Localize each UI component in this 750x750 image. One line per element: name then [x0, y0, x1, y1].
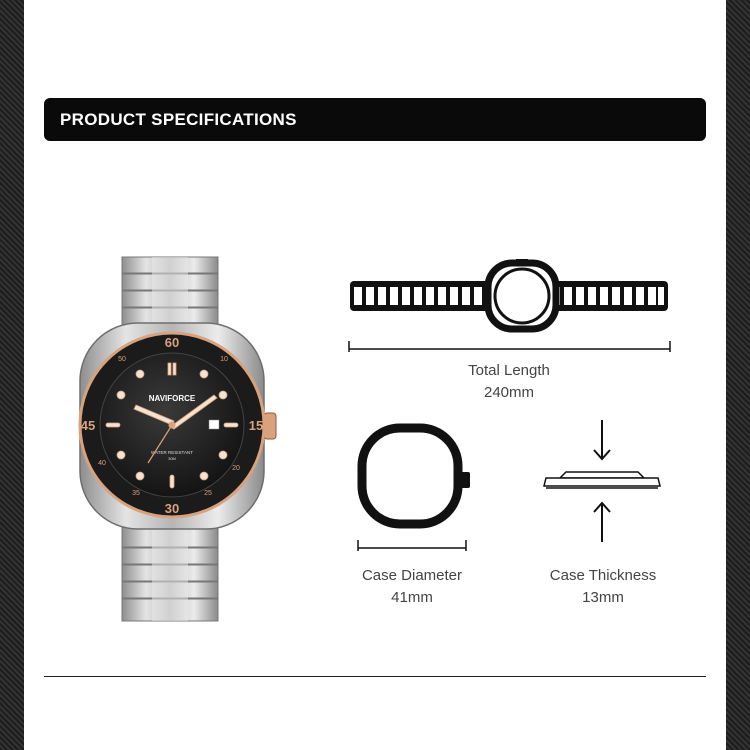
bezel-marker-45: 45	[80, 418, 96, 433]
bezel-marker-30: 30	[164, 501, 180, 516]
dial-water-resistant: WATER RESISTANT	[151, 450, 193, 455]
case-profile-shape	[544, 472, 660, 488]
bottom-divider	[44, 676, 706, 677]
header-title: PRODUCT SPECIFICATIONS	[60, 110, 297, 129]
right-frame-border	[726, 0, 750, 750]
total-length-value: 240mm	[483, 384, 535, 401]
left-frame-border	[0, 0, 24, 750]
top-bracelet	[122, 257, 218, 328]
watch-product-image	[74, 255, 284, 625]
bezel-marker-60: 60	[164, 335, 180, 350]
arrow-down-icon	[594, 420, 610, 459]
dial-depth: 30M	[168, 456, 176, 461]
total-length-label: Total Length	[468, 362, 550, 379]
strap-length-diagram	[344, 255, 674, 355]
case-diameter-value: 41mm	[391, 589, 433, 606]
arrow-up-icon	[594, 503, 610, 542]
case-diameter-spec	[334, 565, 490, 609]
case-diameter-diagram	[354, 420, 484, 555]
bezel-small-50: 50	[118, 356, 126, 363]
case-thickness-value: 13mm	[582, 589, 624, 606]
case-thickness-diagram	[544, 420, 664, 545]
case-thickness-spec	[528, 565, 678, 609]
bezel-small-40: 40	[98, 460, 106, 467]
header-bar	[44, 98, 706, 141]
total-length-dimension-line	[349, 341, 670, 352]
total-length-spec	[404, 360, 614, 404]
bottom-bracelet	[122, 525, 218, 621]
case-outline	[362, 428, 458, 524]
dial-brand: NAVIFORCE	[148, 394, 196, 403]
case-diameter-dimension-line	[358, 540, 466, 551]
case-diameter-label: Case Diameter	[361, 567, 463, 584]
bezel-small-35: 35	[132, 490, 140, 497]
bezel-small-25: 25	[204, 490, 212, 497]
spec-panel	[24, 0, 726, 750]
bezel-small-10: 10	[220, 356, 228, 363]
bezel-marker-15: 15	[248, 418, 264, 433]
bezel-small-20: 20	[232, 465, 240, 472]
date-window	[209, 420, 219, 429]
case-thickness-label: Case Thickness	[549, 567, 657, 584]
watch-crown	[264, 413, 276, 439]
